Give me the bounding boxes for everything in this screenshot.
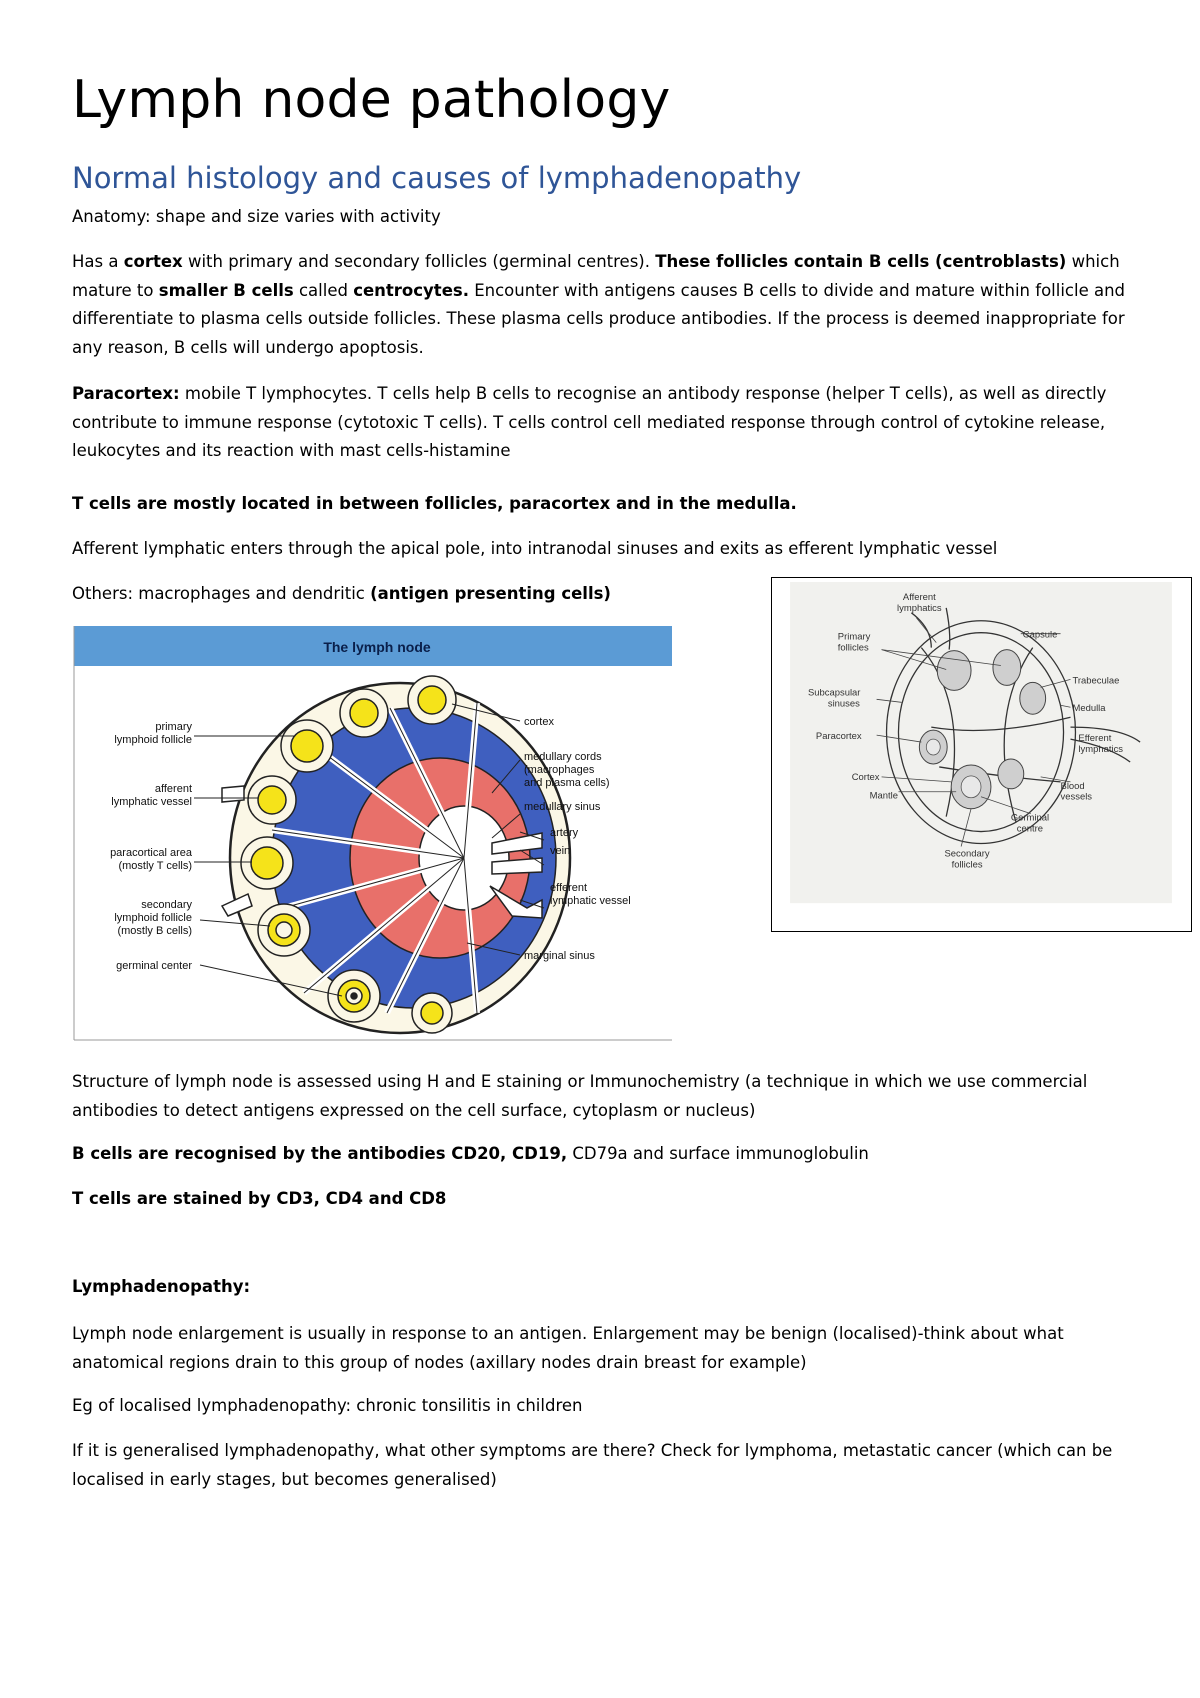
label-blood-vessels-1: Blood	[1060, 780, 1085, 792]
diagram-header-text: The lymph node	[323, 639, 431, 655]
structure-paragraph: Structure of lymph node is assessed using H and E staining or Immunochemistry (a technique in which we use commercial antibodies to detect antigens expressed on the cell surface, cytoplasm or nucleus)	[72, 1072, 1088, 1120]
label-afferent-lymphatics-2: lymphatics	[897, 602, 942, 614]
label-lymphatic-vessel: lymphatic vessel	[111, 796, 192, 808]
label-cortex-drawing: Cortex	[851, 771, 880, 783]
afferent-paragraph: Afferent lymphatic enters through the apical pole, into intranodal sinuses and exits as efferent lymphatic vessel	[72, 539, 998, 558]
primary-follicle	[291, 730, 323, 762]
label-blood-vessels-2: vessels	[1060, 791, 1093, 803]
label-lymphoid-follicle: lymphoid follicle	[114, 734, 192, 746]
label-mostly-t-cells: (mostly T cells)	[118, 860, 192, 872]
label-primary-follicles-1: Primary	[837, 631, 871, 643]
germinal-center	[276, 922, 292, 938]
generalised-paragraph: If it is generalised lymphadenopathy, what other symptoms are there? Check for lymphoma, metastatic cancer (which can be localised in early stages, but becomes generalised)	[72, 1441, 1113, 1489]
label-plasma-cells: and plasma cells)	[524, 777, 610, 789]
label-medullary-sinus: medullary sinus	[524, 801, 601, 813]
label-paracortical-area: paracortical area	[110, 847, 192, 859]
label-secondary-lymphoid-follicle: lymphoid follicle	[114, 912, 192, 924]
label-mantle: Mantle	[869, 790, 898, 802]
label-primary: primary	[155, 721, 192, 733]
tcells-location-paragraph: T cells are mostly located in between follicles, paracortex and in the medulla.	[72, 494, 797, 513]
label-trabeculae: Trabeculae	[1072, 675, 1120, 687]
label-medullary-cords: medullary cords	[524, 751, 602, 763]
label-primary-follicles-2: follicles	[837, 642, 869, 654]
section-heading: Normal histology and causes of lymphadenopathy	[72, 161, 802, 195]
label-germinal-centre-1: Germinal	[1010, 812, 1050, 824]
label-marginal-sinus: marginal sinus	[524, 950, 595, 962]
label-efferent-lymphatics-2: lymphatics	[1078, 744, 1124, 756]
label-afferent: afferent	[154, 783, 192, 795]
label-secondary-follicles-1: Secondary	[944, 848, 990, 860]
label-capsule: Capsule	[1022, 629, 1058, 641]
localised-paragraph: Eg of localised lymphadenopathy: chronic tonsilitis in children	[72, 1396, 583, 1415]
lymphadenopathy-heading: Lymphadenopathy:	[72, 1277, 251, 1296]
label-efferent-lymphatics-1: Efferent	[1078, 733, 1112, 745]
label-cortex: cortex	[524, 716, 554, 728]
label-efferent: efferent	[550, 882, 588, 894]
bcells-paragraph: B cells are recognised by the antibodies CD20, CD19, CD79a and surface immunoglobulin	[72, 1144, 869, 1163]
label-germinal-center: germinal center	[116, 960, 192, 972]
page-title: Lymph node pathology	[72, 70, 671, 130]
label-artery: artery	[550, 827, 579, 839]
label-subcapsular-2: sinuses	[827, 698, 860, 710]
label-paracortex: Paracortex	[815, 731, 862, 743]
label-medulla: Medulla	[1072, 703, 1106, 715]
anatomy-paragraph: Anatomy: shape and size varies with activity	[72, 207, 441, 226]
others-paragraph: Others: macrophages and dendritic (antigen presenting cells)	[72, 584, 611, 603]
primary-follicle-drawing	[937, 651, 971, 691]
label-secondary: secondary	[141, 899, 192, 911]
label-efferent-lymphatic-vessel: lymphatic vessel	[550, 895, 631, 907]
tcells-stain-paragraph: T cells are stained by CD3, CD4 and CD8	[72, 1189, 447, 1208]
lymph-node-diagram	[72, 618, 672, 1048]
label-macrophages: (macrophages	[524, 764, 595, 776]
enlargement-paragraph: Lymph node enlargement is usually in response to an antigen. Enlargement may be benign (localised)-think about what anatomical regions drain to this group of nodes (axillary nodes drain breast for example)	[72, 1324, 1064, 1372]
label-afferent-lymphatics-1: Afferent	[902, 591, 936, 603]
label-mostly-b-cells: (mostly B cells)	[117, 925, 192, 937]
paracortex-paragraph: Paracortex: mobile T lymphocytes. T cells help B cells to recognise an antibody response (helper T cells), as well as directly contribute to immune response (cytotoxic T cells). T cells control cell mediated response through control of cytokine release, leukocytes and its reaction with mast cells-histamine	[72, 384, 1107, 460]
lymph-node-line-drawing	[771, 577, 1192, 932]
label-germinal-centre-2: centre	[1016, 823, 1044, 835]
cortex-paragraph: Has a cortex with primary and secondary follicles (germinal centres). These follicles contain B cells (centroblasts) which mature to smaller B cells called centrocytes. Encounter with antigens causes B cells to divide and mature within follicle and differentiate to plasma cells outside follicles. These plasma cells produce antibodies. If the process is deemed inappropriate for any reason, B cells will undergo apoptosis.	[72, 252, 1126, 357]
label-subcapsular-1: Subcapsular	[807, 687, 861, 699]
label-vein: vein	[550, 845, 571, 857]
label-secondary-follicles-2: follicles	[951, 859, 983, 871]
